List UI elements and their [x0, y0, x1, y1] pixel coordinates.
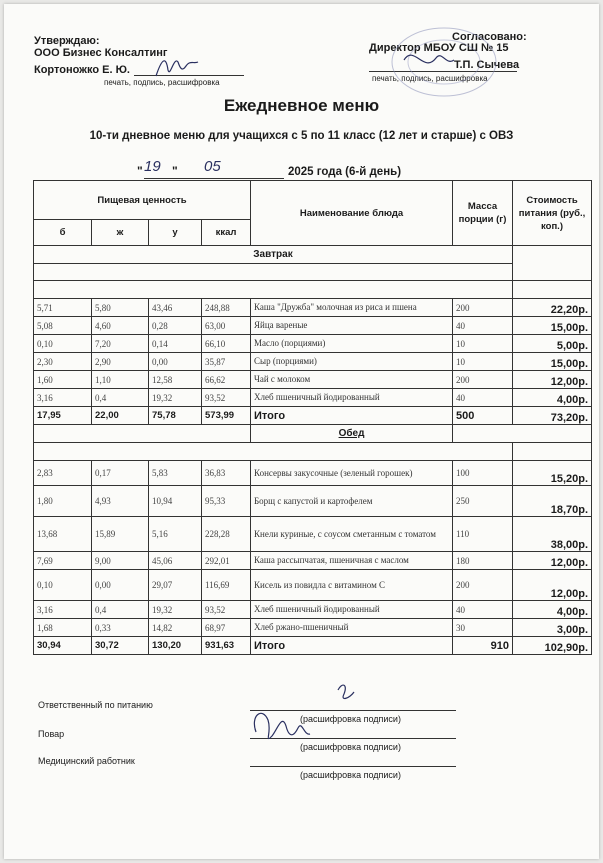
total-zh: 22,00	[92, 407, 149, 425]
value-b: 3,16	[34, 389, 92, 407]
agree-person: Т.П. Сычева	[454, 59, 520, 71]
dish-cost: 12,00р.	[513, 552, 592, 570]
dish-name: Кисель из повидла с витамином С	[251, 570, 453, 601]
total-label: Итого	[251, 637, 453, 655]
value-u: 29,07	[149, 570, 202, 601]
value-u: 14,82	[149, 619, 202, 637]
menu-row	[34, 601, 592, 619]
dish-name: Каша рассыпчатая, пшеничная с маслом	[251, 552, 453, 570]
lunch-label: Обед	[251, 425, 453, 443]
value-zh: 7,20	[92, 335, 149, 353]
total-u: 75,78	[149, 407, 202, 425]
menu-table	[33, 180, 592, 655]
cost-header: Стоимость питания (руб., коп.)	[513, 181, 592, 246]
menu-row	[34, 317, 592, 335]
document-page	[4, 4, 599, 859]
value-b: 5,71	[34, 299, 92, 317]
col-b: б	[34, 220, 92, 246]
dish-cost: 3,00р.	[513, 619, 592, 637]
dish-header: Наименование блюда	[251, 181, 453, 246]
dish-cost: 15,00р.	[513, 317, 592, 335]
dish-name: Хлеб пшеничный йодированный	[251, 389, 453, 407]
dish-mass: 40	[453, 601, 513, 619]
date-month: 05	[204, 158, 221, 175]
value-b: 7,69	[34, 552, 92, 570]
menu-row	[34, 517, 592, 552]
value-u: 0,14	[149, 335, 202, 353]
total-mass: 500	[453, 407, 513, 425]
dish-name: Чай с молоком	[251, 371, 453, 389]
value-b: 1,80	[34, 486, 92, 517]
dish-cost: 15,20р.	[513, 461, 592, 486]
mass-header: Масса порции (г)	[453, 181, 513, 246]
value-zh: 0,33	[92, 619, 149, 637]
value-u: 10,94	[149, 486, 202, 517]
value-zh: 0,4	[92, 389, 149, 407]
value-b: 3,16	[34, 601, 92, 619]
value-b: 0,10	[34, 335, 92, 353]
value-kcal: 66,10	[202, 335, 251, 353]
value-kcal: 93,52	[202, 601, 251, 619]
value-zh: 9,00	[92, 552, 149, 570]
value-kcal: 63,00	[202, 317, 251, 335]
menu-row	[34, 389, 592, 407]
value-zh: 0,00	[92, 570, 149, 601]
breakfast-total-row	[34, 407, 592, 425]
menu-row	[34, 570, 592, 601]
value-zh: 0,17	[92, 461, 149, 486]
dish-cost: 12,00р.	[513, 570, 592, 601]
menu-row	[34, 486, 592, 517]
menu-row	[34, 619, 592, 637]
dish-name: Сыр (порциями)	[251, 353, 453, 371]
value-kcal: 36,83	[202, 461, 251, 486]
value-kcal: 35,87	[202, 353, 251, 371]
col-u: у	[149, 220, 202, 246]
value-b: 1,60	[34, 371, 92, 389]
dish-name: Борщ с капустой и картофелем	[251, 486, 453, 517]
value-u: 0,28	[149, 317, 202, 335]
approve-person: Кортоножко Е. Ю.	[34, 64, 130, 76]
dish-name: Хлеб пшеничный йодированный	[251, 601, 453, 619]
value-kcal: 292,01	[202, 552, 251, 570]
total-kcal: 573,99	[202, 407, 251, 425]
date-quote-open: "	[137, 164, 143, 178]
value-zh: 0,4	[92, 601, 149, 619]
dish-cost: 15,00р.	[513, 353, 592, 371]
total-cost: 102,90р.	[513, 637, 592, 655]
dish-cost: 4,00р.	[513, 601, 592, 619]
total-label: Итого	[251, 407, 453, 425]
document-title: Ежедневное меню	[223, 96, 380, 115]
date-rest: 2025 года (6-й день)	[288, 166, 402, 178]
total-b: 30,94	[34, 637, 92, 655]
cook-label: Повар	[38, 729, 65, 739]
value-b: 5,08	[34, 317, 92, 335]
dish-mass: 200	[453, 299, 513, 317]
medic-label: Медицинский работник	[38, 756, 135, 766]
dish-name: Масло (порциями)	[251, 335, 453, 353]
value-u: 5,16	[149, 517, 202, 552]
total-b: 17,95	[34, 407, 92, 425]
dish-mass: 250	[453, 486, 513, 517]
value-u: 19,32	[149, 601, 202, 619]
value-u: 43,46	[149, 299, 202, 317]
value-b: 13,68	[34, 517, 92, 552]
dish-cost: 22,20р.	[513, 299, 592, 317]
total-kcal: 931,63	[202, 637, 251, 655]
menu-row	[34, 335, 592, 353]
value-kcal: 68,97	[202, 619, 251, 637]
lunch-total-row	[34, 637, 592, 655]
nutrition-header: Пищевая ценность	[34, 181, 251, 220]
total-u: 130,20	[149, 637, 202, 655]
dish-mass: 200	[453, 371, 513, 389]
value-kcal: 66,62	[202, 371, 251, 389]
menu-row	[34, 299, 592, 317]
value-zh: 4,93	[92, 486, 149, 517]
value-u: 12,58	[149, 371, 202, 389]
dish-cost: 18,70р.	[513, 486, 592, 517]
value-kcal: 116,69	[202, 570, 251, 601]
menu-row	[34, 353, 592, 371]
school-stamp	[384, 14, 504, 99]
value-kcal: 95,33	[202, 486, 251, 517]
value-b: 1,68	[34, 619, 92, 637]
dish-mass: 110	[453, 517, 513, 552]
breakfast-rows	[34, 299, 592, 407]
total-cost: 73,20р.	[513, 407, 592, 425]
dish-mass: 180	[453, 552, 513, 570]
dish-cost: 5,00р.	[513, 335, 592, 353]
agree-caption: печать, подпись, расшифровка	[372, 74, 488, 83]
dish-name: Консервы закусочные (зеленый горошек)	[251, 461, 453, 486]
value-zh: 2,90	[92, 353, 149, 371]
lunch-rows	[34, 461, 592, 637]
value-b: 0,10	[34, 570, 92, 601]
agree-title: Согласовано:	[452, 31, 527, 43]
date-day: 19	[144, 158, 161, 175]
dish-mass: 40	[453, 389, 513, 407]
dish-mass: 40	[453, 317, 513, 335]
col-zh: ж	[92, 220, 149, 246]
menu-row	[34, 552, 592, 570]
value-zh: 1,10	[92, 371, 149, 389]
approve-caption: печать, подпись, расшифровка	[104, 78, 220, 87]
col-kcal: ккал	[202, 220, 251, 246]
value-zh: 5,80	[92, 299, 149, 317]
value-zh: 4,60	[92, 317, 149, 335]
document-subtitle: 10-ти дневное меню для учащихся с 5 по 11 класс (12 лет и старше) с ОВЗ	[89, 130, 514, 142]
value-u: 19,32	[149, 389, 202, 407]
dish-name: Хлеб ржано-пшеничный	[251, 619, 453, 637]
dish-name: Кнели куриные, с соусом сметанным с томатом	[251, 517, 453, 552]
approve-title: Утверждаю:	[34, 35, 100, 47]
dish-cost: 12,00р.	[513, 371, 592, 389]
menu-row	[34, 371, 592, 389]
footer-signatures	[244, 680, 364, 760]
dish-cost: 38,00р.	[513, 517, 592, 552]
medic-decode: (расшифровка подписи)	[300, 770, 401, 780]
value-u: 5,83	[149, 461, 202, 486]
value-zh: 15,89	[92, 517, 149, 552]
date-quote-close: "	[172, 164, 178, 178]
dish-mass: 10	[453, 335, 513, 353]
value-u: 45,06	[149, 552, 202, 570]
dish-cost: 4,00р.	[513, 389, 592, 407]
value-kcal: 248,88	[202, 299, 251, 317]
total-zh: 30,72	[92, 637, 149, 655]
menu-row	[34, 461, 592, 486]
dish-mass: 30	[453, 619, 513, 637]
breakfast-label: Завтрак	[34, 246, 513, 264]
agree-position: Директор МБОУ СШ № 15	[369, 42, 509, 54]
value-u: 0,00	[149, 353, 202, 371]
responsible-label: Ответственный по питанию	[38, 700, 153, 710]
cook-decode: (расшифровка подписи)	[300, 742, 401, 752]
value-kcal: 228,28	[202, 517, 251, 552]
value-kcal: 93,52	[202, 389, 251, 407]
value-b: 2,30	[34, 353, 92, 371]
approve-signature	[152, 52, 202, 82]
value-b: 2,83	[34, 461, 92, 486]
total-mass: 910	[453, 637, 513, 655]
dish-mass: 10	[453, 353, 513, 371]
dish-name: Каша "Дружба" молочная из риса и пшена	[251, 299, 453, 317]
responsible-decode: (расшифровка подписи)	[300, 714, 401, 724]
dish-name: Яйца вареные	[251, 317, 453, 335]
dish-mass: 100	[453, 461, 513, 486]
approve-company: ООО Бизнес Консалтинг	[34, 47, 168, 59]
dish-mass: 200	[453, 570, 513, 601]
